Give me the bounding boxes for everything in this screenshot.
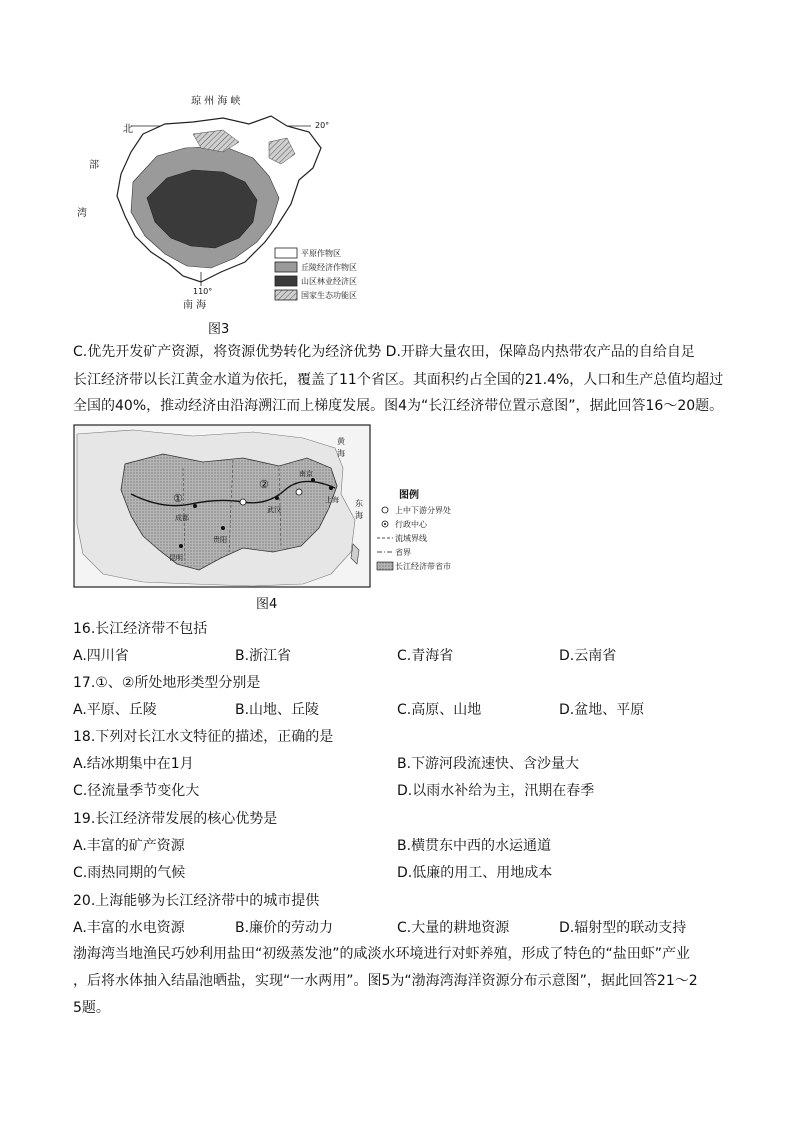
legend-title: 图例 <box>399 490 419 501</box>
divide-marker-2 <box>296 489 302 495</box>
legend-label-hill: 丘陵经济作物区 <box>301 263 357 272</box>
city-dot-shanghai <box>329 486 333 490</box>
yellow-sea-label-1: 黄 <box>337 437 345 446</box>
q18-option-d[interactable]: D.以雨水补给为主，汛期在春季 <box>397 783 595 799</box>
marker-1: ① <box>173 492 183 505</box>
q17-option-c[interactable]: C.高原、山地 <box>397 702 482 718</box>
figure3-legend <box>275 248 357 300</box>
question-17-stem: 17.①、②所处地形类型分别是 <box>73 675 261 691</box>
legend-label-mountain: 山区林业经济区 <box>301 277 357 286</box>
figure-3 <box>73 86 373 316</box>
legend-label-province: 省界 <box>395 548 411 557</box>
city-guiyang: 贵阳 <box>213 536 227 544</box>
q20-option-d[interactable]: D.辐射型的联动支持 <box>559 920 687 936</box>
q17-option-d[interactable]: D.盆地、平原 <box>559 702 645 718</box>
q16-option-a[interactable]: A.四川省 <box>73 648 129 664</box>
legend-label-basin: 流域界线 <box>395 534 427 543</box>
question-16-stem: 16.长江经济带不包括 <box>73 621 208 637</box>
q18-option-c[interactable]: C.径流量季节变化大 <box>73 783 200 799</box>
hainan-map <box>73 86 373 316</box>
south-sea-label: 南 海 <box>183 300 207 311</box>
marker-2: ② <box>259 478 269 491</box>
legend-label-belt: 长江经济带省市 <box>395 562 451 571</box>
city-shanghai: 上海 <box>325 496 339 504</box>
city-dot-guiyang <box>221 526 225 530</box>
city-dot-wuhan <box>275 496 279 500</box>
gulf-label-1: 北 <box>123 124 133 135</box>
yangtze-map <box>73 424 469 589</box>
figure-4 <box>73 424 469 589</box>
gulf-label-3: 湾 <box>77 208 87 219</box>
city-dot-nanjing <box>311 478 315 482</box>
east-sea-label-1: 东 <box>355 499 363 508</box>
strait-label: 琼 州 海 峡 <box>191 96 241 107</box>
figure3-caption: 图3 <box>208 322 230 337</box>
option-cd-line: C.优先开发矿产资源，将资源优势转化为经济优势 D.开辟大量农田，保障岛内热带农产品的自给自足 <box>73 344 695 360</box>
q20-option-c[interactable]: C.大量的耕地资源 <box>397 920 510 936</box>
latitude-label: 20° <box>315 121 330 130</box>
q17-option-b[interactable]: B.山地、丘陵 <box>235 702 320 718</box>
question-19-stem: 19.长江经济带发展的核心优势是 <box>73 811 278 827</box>
q19-option-c[interactable]: C.雨热同期的气候 <box>73 865 186 881</box>
legend-label-plain: 平原作物区 <box>301 249 341 258</box>
east-sea-label-2: 海 <box>355 511 363 520</box>
q20-option-a[interactable]: A.丰富的水电资源 <box>73 920 185 936</box>
legend-label-eco: 国家生态功能区 <box>301 291 357 300</box>
q19-option-b[interactable]: B.横贯东中西的水运通道 <box>397 838 552 854</box>
question-20-stem: 20.上海能够为长江经济带中的城市提供 <box>73 893 320 909</box>
city-wuhan: 武汉 <box>267 506 281 514</box>
gulf-label-2: 部 <box>89 160 99 171</box>
question-18-stem: 18.下列对长江水文特征的描述，正确的是 <box>73 729 334 745</box>
passage2-line1: 渤海湾当地渔民巧妙利用盐田“初级蒸发池”的咸淡水环境进行对虾养殖，形成了特色的“盐田虾”产业 <box>73 946 691 962</box>
q20-option-b[interactable]: B.廉价的劳动力 <box>235 920 334 936</box>
legend-swatch-plain <box>275 248 297 258</box>
legend-swatch-eco <box>275 290 297 300</box>
city-dot-kunming <box>179 544 183 548</box>
passage1-line2: 全国的40%，推动经济由沿海溯江而上梯度发展。图4为“长江经济带位置示意图”，据此回答16～20题。 <box>73 398 724 414</box>
longitude-label: 110° <box>193 287 213 296</box>
city-nanjing: 南京 <box>299 470 313 478</box>
q16-option-d[interactable]: D.云南省 <box>559 648 617 664</box>
q16-option-c[interactable]: C.青海省 <box>397 648 454 664</box>
passage2-line2: ，后将水体抽入结晶池晒盐，实现“一水两用”。图5为“渤海湾海洋资源分布示意图”，据此回答21～2 <box>73 973 698 989</box>
q19-option-a[interactable]: A.丰富的矿产资源 <box>73 838 185 854</box>
q16-option-b[interactable]: B.浙江省 <box>235 648 292 664</box>
q18-option-b[interactable]: B.下游河段流速快、含沙量大 <box>397 756 580 772</box>
legend-icon-hatch <box>377 562 393 570</box>
passage1-line1: 长江经济带以长江黄金水道为依托，覆盖了11个省区。其面积约占全国的21.4%，人口和生产总值均超过 <box>73 372 724 388</box>
q19-option-d[interactable]: D.低廉的用工、用地成本 <box>397 865 553 881</box>
city-dot-chengdu <box>193 504 197 508</box>
q18-option-a[interactable]: A.结冰期集中在1月 <box>73 756 194 772</box>
q17-option-a[interactable]: A.平原、丘陵 <box>73 702 157 718</box>
figure4-legend <box>377 488 451 571</box>
yellow-sea-label-2: 海 <box>337 449 345 458</box>
legend-label-admin: 行政中心 <box>395 520 427 529</box>
figure4-caption: 图4 <box>256 597 278 612</box>
divide-marker-1 <box>240 499 246 505</box>
passage2-line3: 5题。 <box>73 1000 110 1016</box>
legend-swatch-hill <box>275 262 297 272</box>
legend-label-divide: 上中下游分界处 <box>395 506 451 515</box>
legend-swatch-mountain <box>275 276 297 286</box>
city-kunming: 昆明 <box>169 554 183 562</box>
legend-icon-circle <box>382 507 388 513</box>
city-chengdu: 成都 <box>175 514 189 522</box>
legend-icon-dot-center <box>384 523 386 525</box>
